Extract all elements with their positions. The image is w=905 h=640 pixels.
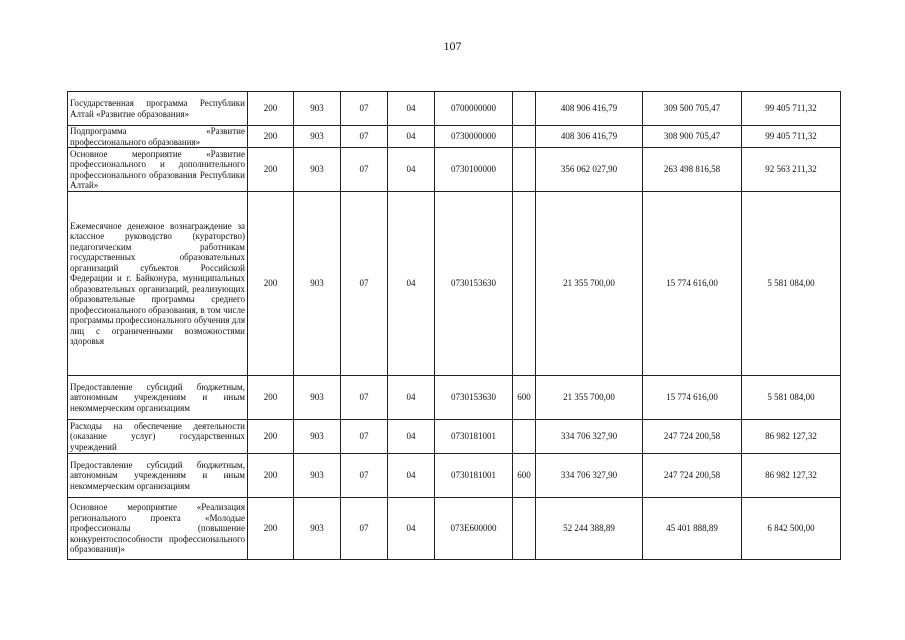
section-code: 07 xyxy=(341,126,388,148)
target-article-code: 073E600000 xyxy=(435,498,513,560)
section-code: 07 xyxy=(341,192,388,376)
amount-total: 334 706 327,90 xyxy=(536,454,643,498)
dept-code: 903 xyxy=(294,498,341,560)
amount-total: 334 706 327,90 xyxy=(536,420,643,454)
subsection-code: 04 xyxy=(388,126,435,148)
row-name: Подпрограмма «Развитие профессионального образования» xyxy=(68,126,248,148)
amount-2: 309 500 705,47 xyxy=(643,92,742,126)
target-article-code: 0730100000 xyxy=(435,148,513,192)
section-code: 07 xyxy=(341,92,388,126)
budget-table xyxy=(67,91,841,560)
row-name: Предоставление субсидий бюджетным, автономным учреждениям и иным некоммерческим организациям xyxy=(68,454,248,498)
admin-code: 200 xyxy=(248,126,294,148)
target-article-code: 0730153630 xyxy=(435,192,513,376)
table-row xyxy=(68,92,841,126)
section-code: 07 xyxy=(341,376,388,420)
amount-2: 308 900 705,47 xyxy=(643,126,742,148)
amount-3: 99 405 711,32 xyxy=(742,126,841,148)
amount-total: 356 062 027,90 xyxy=(536,148,643,192)
dept-code: 903 xyxy=(294,376,341,420)
row-name: Основное мероприятие «Развитие профессионального и дополнительного профессионального образования Республики Алтай» xyxy=(68,148,248,192)
amount-total: 21 355 700,00 xyxy=(536,192,643,376)
admin-code: 200 xyxy=(248,376,294,420)
row-name: Ежемесячное денежное вознаграждение за классное руководство (кураторство) педагогическим работникам государственных образовательных организаций субъектов Российской Федерации и г. Байконура, муниципальных образовательных организаций, реализующих образовательные программы среднего профессионального образования, в том числе программы профессионального обучения для лиц с ограниченными возможностями здоровья xyxy=(68,192,248,376)
amount-3: 86 982 127,32 xyxy=(742,420,841,454)
dept-code: 903 xyxy=(294,92,341,126)
dept-code: 903 xyxy=(294,192,341,376)
amount-3: 5 581 084,00 xyxy=(742,376,841,420)
dept-code: 903 xyxy=(294,126,341,148)
amount-2: 45 401 888,89 xyxy=(643,498,742,560)
section-code: 07 xyxy=(341,498,388,560)
row-name: Предоставление субсидий бюджетным, автономным учреждениям и иным некоммерческим организациям xyxy=(68,376,248,420)
dept-code: 903 xyxy=(294,454,341,498)
amount-2: 15 774 616,00 xyxy=(643,376,742,420)
subsection-code: 04 xyxy=(388,92,435,126)
expense-type-code xyxy=(513,192,536,376)
admin-code: 200 xyxy=(248,454,294,498)
table-row xyxy=(68,498,841,560)
amount-2: 15 774 616,00 xyxy=(643,192,742,376)
table-row xyxy=(68,420,841,454)
subsection-code: 04 xyxy=(388,454,435,498)
table-row xyxy=(68,376,841,420)
amount-total: 52 244 388,89 xyxy=(536,498,643,560)
expense-type-code xyxy=(513,498,536,560)
subsection-code: 04 xyxy=(388,498,435,560)
expense-type-code xyxy=(513,126,536,148)
expense-type-code xyxy=(513,92,536,126)
row-name: Государственная программа Республики Алтай «Развитие образования» xyxy=(68,92,248,126)
table-row xyxy=(68,192,841,376)
dept-code: 903 xyxy=(294,420,341,454)
amount-total: 408 306 416,79 xyxy=(536,126,643,148)
amount-total: 408 906 416,79 xyxy=(536,92,643,126)
amount-3: 99 405 711,32 xyxy=(742,92,841,126)
amount-3: 86 982 127,32 xyxy=(742,454,841,498)
admin-code: 200 xyxy=(248,92,294,126)
admin-code: 200 xyxy=(248,498,294,560)
row-name: Основное мероприятие «Реализация регионального проекта «Молодые профессионалы (повышение конкурентоспособности профессионального образования)» xyxy=(68,498,248,560)
target-article-code: 0730153630 xyxy=(435,376,513,420)
expense-type-code: 600 xyxy=(513,376,536,420)
section-code: 07 xyxy=(341,420,388,454)
subsection-code: 04 xyxy=(388,148,435,192)
row-name: Расходы на обеспечение деятельности (оказание услуг) государственных учреждений xyxy=(68,420,248,454)
admin-code: 200 xyxy=(248,420,294,454)
subsection-code: 04 xyxy=(388,420,435,454)
amount-3: 5 581 084,00 xyxy=(742,192,841,376)
expense-type-code xyxy=(513,420,536,454)
target-article-code: 0730000000 xyxy=(435,126,513,148)
amount-total: 21 355 700,00 xyxy=(536,376,643,420)
table-row xyxy=(68,454,841,498)
subsection-code: 04 xyxy=(388,192,435,376)
amount-3: 6 842 500,00 xyxy=(742,498,841,560)
expense-type-code: 600 xyxy=(513,454,536,498)
section-code: 07 xyxy=(341,148,388,192)
amount-2: 263 498 816,58 xyxy=(643,148,742,192)
admin-code: 200 xyxy=(248,192,294,376)
subsection-code: 04 xyxy=(388,376,435,420)
amount-2: 247 724 200,58 xyxy=(643,420,742,454)
page-number: 107 xyxy=(443,39,462,53)
amount-3: 92 563 211,32 xyxy=(742,148,841,192)
table-row xyxy=(68,148,841,192)
admin-code: 200 xyxy=(248,148,294,192)
target-article-code: 0700000000 xyxy=(435,92,513,126)
dept-code: 903 xyxy=(294,148,341,192)
target-article-code: 0730181001 xyxy=(435,420,513,454)
section-code: 07 xyxy=(341,454,388,498)
table-row xyxy=(68,126,841,148)
target-article-code: 0730181001 xyxy=(435,454,513,498)
expense-type-code xyxy=(513,148,536,192)
amount-2: 247 724 200,58 xyxy=(643,454,742,498)
